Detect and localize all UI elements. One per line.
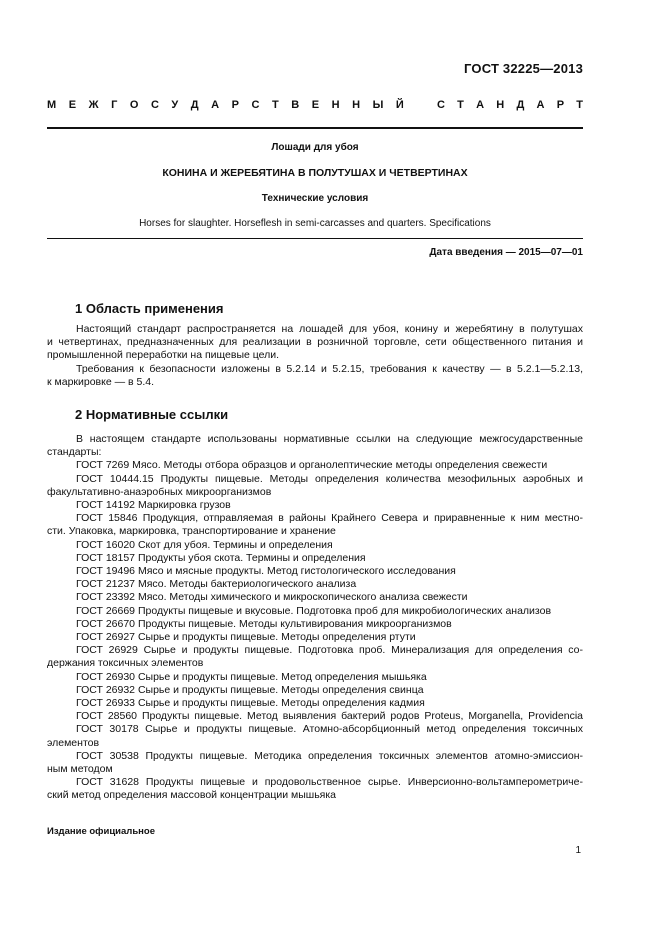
banner-letter: С	[150, 99, 159, 111]
banner-letter: Т	[576, 99, 583, 111]
banner-letter: Ж	[88, 99, 99, 111]
section-2-body	[47, 433, 583, 803]
standard-word	[437, 99, 583, 111]
reference-item: ГОСТ 31628 Продукты пищевые и продовольственное сырье. Инверсионно-вольтамперометриче-	[76, 776, 583, 789]
gost-number: ГОСТ 32225—2013	[464, 61, 583, 76]
banner-letter: Т	[457, 99, 464, 111]
banner-letter: О	[129, 99, 139, 111]
reference-item: держания токсичных элементов	[47, 657, 204, 670]
banner-letter: Р	[231, 99, 239, 111]
reference-item: ГОСТ 26927 Сырье и продукты пищевые. Методы определения ртути	[76, 631, 416, 644]
banner-letter: Е	[68, 99, 77, 111]
banner-letter: А	[211, 99, 220, 111]
banner-letter: А	[476, 99, 485, 111]
main-title: КОНИНА И ЖЕРЕБЯТИНА В ПОЛУТУШАХ И ЧЕТВЕРТИНАХ	[162, 167, 468, 179]
banner-letter: Н	[352, 99, 361, 111]
reference-item: ГОСТ 10444.15 Продукты пищевые. Методы определения количества мезофильных аэробных и	[76, 472, 583, 485]
text-line: и четвертинах, предназначенных для реализации в розничной торговле, сети общественного питания и	[47, 336, 583, 349]
banner-letter: А	[536, 99, 545, 111]
reference-item: ГОСТ 23392 Мясо. Методы химического и микроскопического анализа свежести	[76, 591, 468, 604]
subject-title: Лошади для убоя	[271, 142, 359, 153]
text-line: промышленной переработки на пищевые цели.	[47, 349, 280, 362]
banner-letter: Е	[311, 99, 320, 111]
reference-item: ГОСТ 26933 Сырье и продукты пищевые. Методы определения кадмия	[76, 697, 425, 710]
reference-item: ГОСТ 26930 Сырье и продукты пищевые. Метод определения мышьяка	[76, 670, 427, 683]
reference-item: ГОСТ 30178 Сырье и продукты пищевые. Атомно-абсорбционный метод определения токсичных	[76, 723, 583, 736]
reference-item: ГОСТ 30538 Продукты пищевые. Методика определения токсичных элементов атомно-эмиссион-	[76, 749, 583, 762]
official-edition-label: Издание официальное	[47, 826, 155, 837]
banner-letter: Д	[516, 99, 525, 111]
interstate-standard-banner	[47, 99, 583, 111]
reference-item: факультативно-анаэробных микроорганизмов	[47, 485, 272, 498]
interstate-word	[47, 99, 404, 111]
banner-letter: С	[437, 99, 445, 111]
reference-item: ГОСТ 26929 Сырье и продукты пищевые. Подготовка проб. Минерализация для определения со-	[76, 644, 583, 657]
banner-letter: У	[171, 99, 179, 111]
banner-letter: Д	[190, 99, 199, 111]
banner-letter: Й	[395, 99, 404, 111]
banner-letter: Р	[556, 99, 565, 111]
spec-title: Технические условия	[261, 193, 369, 204]
banner-letter: М	[47, 99, 57, 111]
introduction-date: Дата введения — 2015—07—01	[429, 247, 583, 258]
reference-item: ГОСТ 16020 Скот для убоя. Термины и определения	[76, 538, 333, 551]
banner-letter: Ы	[372, 99, 384, 111]
reference-item: ным методом	[47, 763, 113, 776]
reference-item: ГОСТ 15846 Продукция, отправляемая в районы Крайнего Севера и приравненные к ним местно-	[76, 512, 583, 525]
reference-item: ГОСТ 26669 Продукты пищевые и вкусовые. Подготовка проб для микробиологических анализов	[76, 604, 552, 617]
reference-item: ГОСТ 28560 Продукты пищевые. Метод выявления бактерий родов Proteus, Morganella, Providencia	[76, 710, 583, 723]
reference-item: ГОСТ 21237 Мясо. Методы бактериологического анализа	[76, 578, 357, 591]
text-line: стандарты:	[47, 446, 102, 459]
reference-item: ГОСТ 14192 Маркировка грузов	[76, 499, 231, 512]
title-rule	[47, 238, 583, 239]
english-title: Horses for slaughter. Horseflesh in semi-carcasses and quarters. Specifications	[139, 218, 491, 229]
page-number: 1	[575, 845, 581, 856]
text-line: Настоящий стандарт распространяется на лошадей для убоя, конину и жеребятину в полутушах	[76, 323, 583, 335]
banner-letter: Г	[111, 99, 118, 111]
reference-item: ГОСТ 7269 Мясо. Методы отбора образцов и органолептические методы определения свежести	[76, 459, 548, 472]
banner-letter: В	[291, 99, 300, 111]
banner-letter: Н	[496, 99, 505, 111]
reference-item: сти. Упаковка, маркировка, транспортирование и хранение	[47, 525, 336, 538]
reference-item: ГОСТ 19496 Мясо и мясные продукты. Метод гистологического исследования	[76, 565, 456, 578]
section-2-title: 2 Нормативные ссылки	[75, 407, 229, 422]
section-1-title: 1 Область применения	[75, 301, 224, 316]
banner-letter: С	[251, 99, 260, 111]
header-rule	[47, 127, 583, 129]
reference-item: ГОСТ 26670 Продукты пищевые. Методы культивирования микроорганизмов	[76, 617, 452, 630]
text-line: Требования к безопасности изложены в 5.2.14 и 5.2.15, требования к качеству — в 5.2.1—5.2.13,	[76, 362, 583, 375]
section-1-body	[47, 323, 583, 389]
reference-item: ГОСТ 18157 Продукты убоя скота. Термины и определения	[76, 551, 366, 564]
text-line: В настоящем стандарте использованы нормативные ссылки на следующие межгосударственные	[76, 433, 583, 445]
banner-letter: Н	[331, 99, 340, 111]
reference-item: элементов	[47, 736, 100, 749]
text-line: к маркировке — в 5.4.	[47, 375, 155, 388]
banner-letter: Т	[272, 99, 279, 111]
reference-item: ГОСТ 26932 Сырье и продукты пищевые. Методы определения свинца	[76, 683, 424, 696]
reference-item: ский метод определения массовой концентрации мышьяка	[47, 789, 337, 802]
